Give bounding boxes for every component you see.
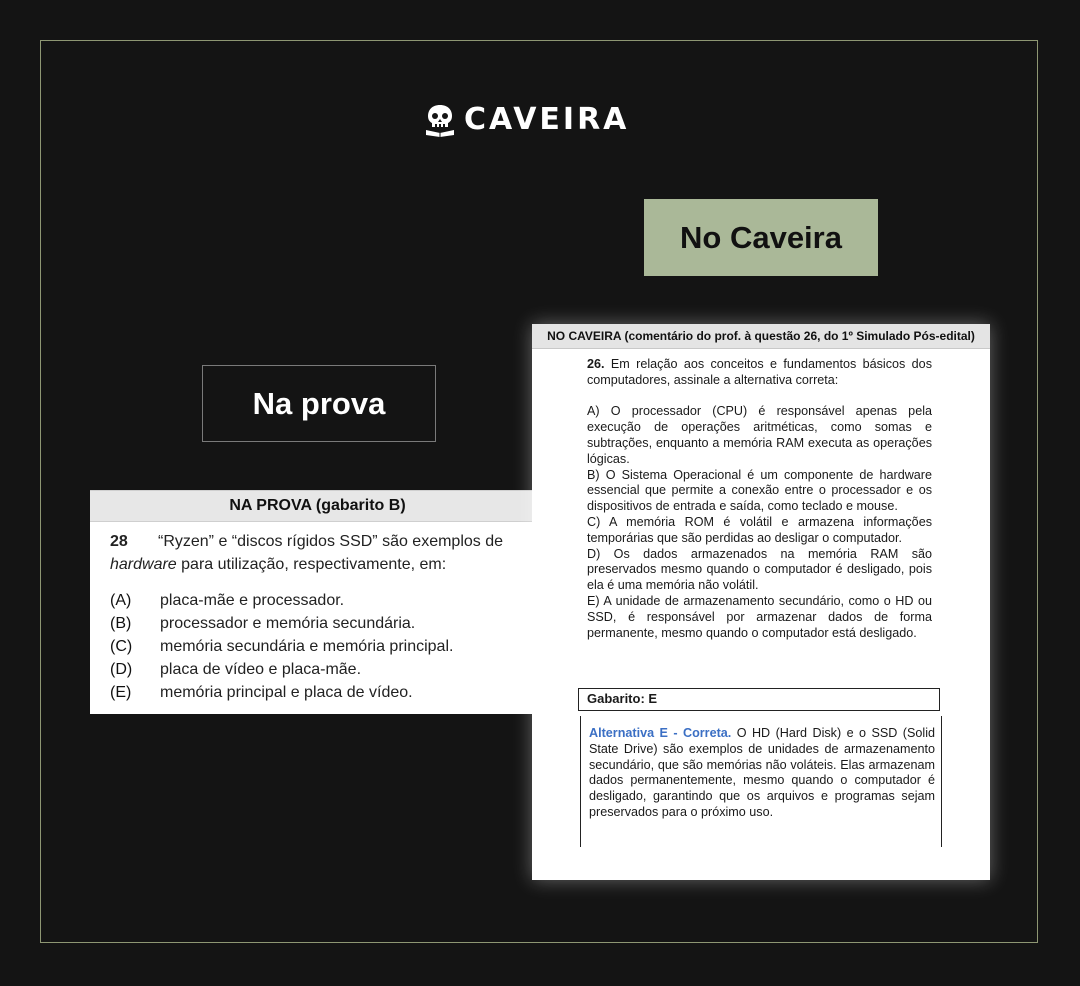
correct-alternative-label: Alternativa E - Correta.: [589, 726, 732, 740]
caveira-stem-text: Em relação aos conceitos e fundamentos básicos dos computadores, assinale a alternativa correta:: [587, 357, 932, 387]
na-prova-badge: Na prova: [202, 365, 436, 442]
brand-logo: [424, 100, 664, 140]
option-letter: (A): [110, 592, 132, 609]
prova-stem-italic: hardware: [110, 556, 177, 573]
caveira-question-card: [532, 324, 990, 880]
prova-question-number: 28: [110, 533, 128, 550]
caveira-question-number: 26.: [587, 357, 605, 371]
option-letter: (B): [110, 615, 132, 632]
caveira-header: NO CAVEIRA (comentário do prof. à questão 26, do 1º Simulado Pós-edital): [532, 324, 990, 349]
option-text: processador e memória secundária.: [160, 615, 416, 632]
prova-options-list: [110, 589, 453, 704]
prova-option: [110, 658, 453, 681]
prova-option: [110, 681, 453, 704]
no-caveira-badge: No Caveira: [644, 199, 878, 276]
option-text: placa de vídeo e placa-mãe.: [160, 661, 362, 678]
prova-question-card: [90, 490, 545, 714]
prova-stem-line1: “Ryzen” e “discos rígidos SSD” são exemplos de: [158, 533, 504, 550]
explanation-box: [580, 716, 942, 847]
prova-question-stem: [110, 530, 545, 576]
caveira-option: A) O processador (CPU) é responsável apenas pela execução de operações aritméticas, como somas e subtrações, enquanto a memória RAM executa as operações lógicas.: [587, 404, 932, 466]
brand-name: CAVEIRA: [464, 102, 630, 137]
caveira-question-body: [587, 357, 932, 641]
prova-option: [110, 635, 453, 658]
prova-stem-line2: para utilização, respectivamente, em:: [176, 556, 447, 573]
option-text: memória secundária e memória principal.: [160, 638, 454, 655]
caveira-option: E) A unidade de armazenamento secundário, como o HD ou SSD, é responsável por armazenar dados de forma permanente, mesmo quando o computador está desligado.: [587, 593, 932, 640]
explanation-text: O HD (Hard Disk) e o SSD (Solid State Drive) são exemplos de unidades de armazenamento secundário, que são memórias não voláteis. Elas armazenam dados permanentemente, mesmo quando o computador é desligado, garantindo que os arquivos e programas sejam preservados para o próximo uso.: [589, 726, 935, 819]
option-text: memória principal e placa de vídeo.: [160, 684, 413, 701]
option-text: placa-mãe e processador.: [160, 592, 345, 609]
caveira-option: C) A memória ROM é volátil e armazena informações temporárias que são perdidas ao desligar o computador.: [587, 514, 932, 545]
prova-option: [110, 589, 453, 612]
caveira-option: B) O Sistema Operacional é um componente de hardware essencial que permite a conexão entre o processador e os dispositivos de entrada e saída, como teclado e mouse.: [587, 467, 932, 514]
gabarito-answer-box: Gabarito: E: [578, 688, 940, 710]
option-letter: (D): [110, 661, 133, 678]
prova-header: NA PROVA (gabarito B): [90, 490, 545, 522]
caveira-question-stem: [587, 357, 932, 389]
skull-book-icon: [424, 103, 456, 137]
prova-option: [110, 612, 453, 635]
option-letter: (E): [110, 684, 132, 701]
option-letter: (C): [110, 638, 133, 655]
caveira-option: D) Os dados armazenados na memória RAM são preservados mesmo quando o computador é desligado, pois ela é uma memória não volátil.: [587, 546, 932, 593]
